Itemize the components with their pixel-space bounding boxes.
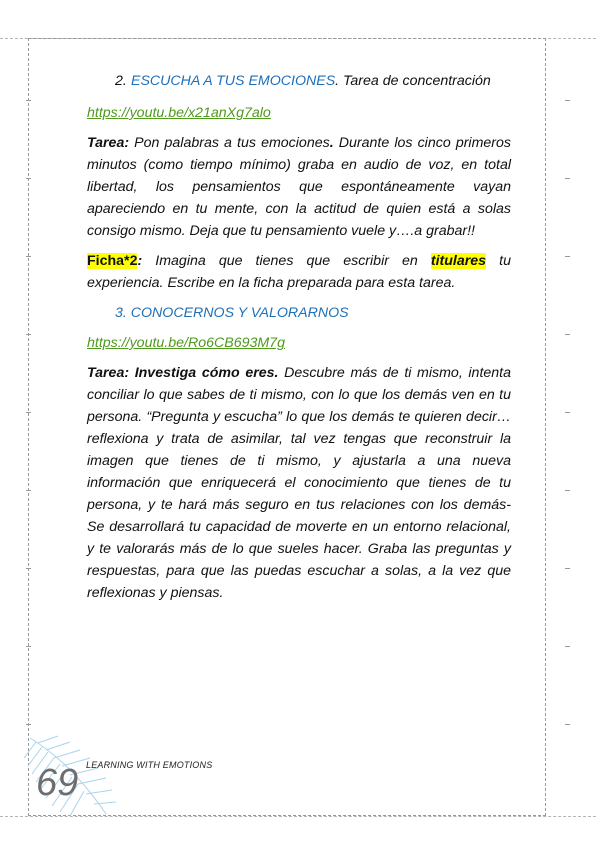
section-2-number: 2. — [115, 73, 127, 89]
margin-tick — [565, 490, 570, 491]
margin-tick — [565, 646, 570, 647]
margin-tick — [26, 490, 31, 491]
ficha-label: Ficha*2 — [87, 253, 138, 269]
ficha-colon: : — [137, 253, 143, 269]
section-2-title: ESCUCHA A TUS EMOCIONES — [131, 73, 336, 89]
margin-tick — [26, 256, 31, 257]
section-3-video-link[interactable]: https://youtu.be/Ro6CB693M7g — [87, 335, 285, 351]
task-text: Descubre más de ti mismo, intenta conciliar lo que sabes de ti mismo, con lo que los demás ven en tu persona. “Pregunta y escucha” lo que los demás te quieren decir…reflexiona y trata de asimilar, tal vez tengas que reconstruir la imagen que tienes de ti mismo, y ajustarla a una nueva información que enriquecerá el conocimiento que tienes de tu persona, y te hará más seguro en tus relaciones con los demás- Se desarrollará tu capacidad de moverte en un entorno relacional, y te valorarás más de lo que sueles hacer. Graba las preguntas y respuestas, para que las puedas escuchar a solas, a la vez que reflexionas y piensas. — [87, 365, 511, 601]
task-label: Tarea: Investiga cómo eres. — [87, 365, 279, 381]
section-2-heading — [87, 70, 511, 92]
margin-tick — [565, 724, 570, 725]
task-label: Tarea: — [87, 135, 130, 151]
margin-tick — [26, 724, 31, 725]
ficha-text-a: Imagina que tienes que escribir en — [142, 253, 431, 269]
section-2-task — [87, 132, 511, 242]
section-3-heading: 3. CONOCERNOS Y VALORARNOS — [115, 305, 349, 321]
margin-tick — [26, 100, 31, 101]
section-3-task — [87, 362, 511, 604]
margin-tick — [565, 178, 570, 179]
margin-tick — [26, 334, 31, 335]
ficha-text-b: tu experiencia. Escribe en la ficha preparada para esta tarea. — [87, 253, 511, 291]
margin-tick — [26, 412, 31, 413]
page-content — [87, 70, 511, 604]
margin-tick — [26, 646, 31, 647]
task-text-a: Pon palabras a tus emociones — [129, 135, 330, 151]
margin-tick — [565, 568, 570, 569]
section-2-title-suffix: . Tarea de concentración — [335, 73, 491, 89]
margin-tick — [565, 412, 570, 413]
margin-tick — [565, 100, 570, 101]
margin-tick — [565, 256, 570, 257]
task-text-b: Durante los cinco primeros minutos (como tiempo mínimo) graba en audio de voz, en total libertad, los pensamientos que espontáneamente vayan apareciendo en tu mente, con la actitud de quien está a solas consigo mismo. Deja que tu pensamiento vuele y….a grabar!! — [87, 135, 511, 239]
section-2-heading-text — [131, 70, 511, 92]
margin-tick — [26, 568, 31, 569]
period: . — [329, 135, 334, 151]
ficha-2 — [87, 250, 511, 294]
margin-tick — [26, 178, 31, 179]
ficha-highlight: titulares — [430, 253, 487, 269]
page-number: 69 — [36, 762, 79, 804]
footer-book-title: LEARNING WITH EMOTIONS — [86, 760, 213, 770]
margin-tick — [565, 334, 570, 335]
section-2-video-link[interactable]: https://youtu.be/x21anXg7alo — [87, 105, 271, 121]
